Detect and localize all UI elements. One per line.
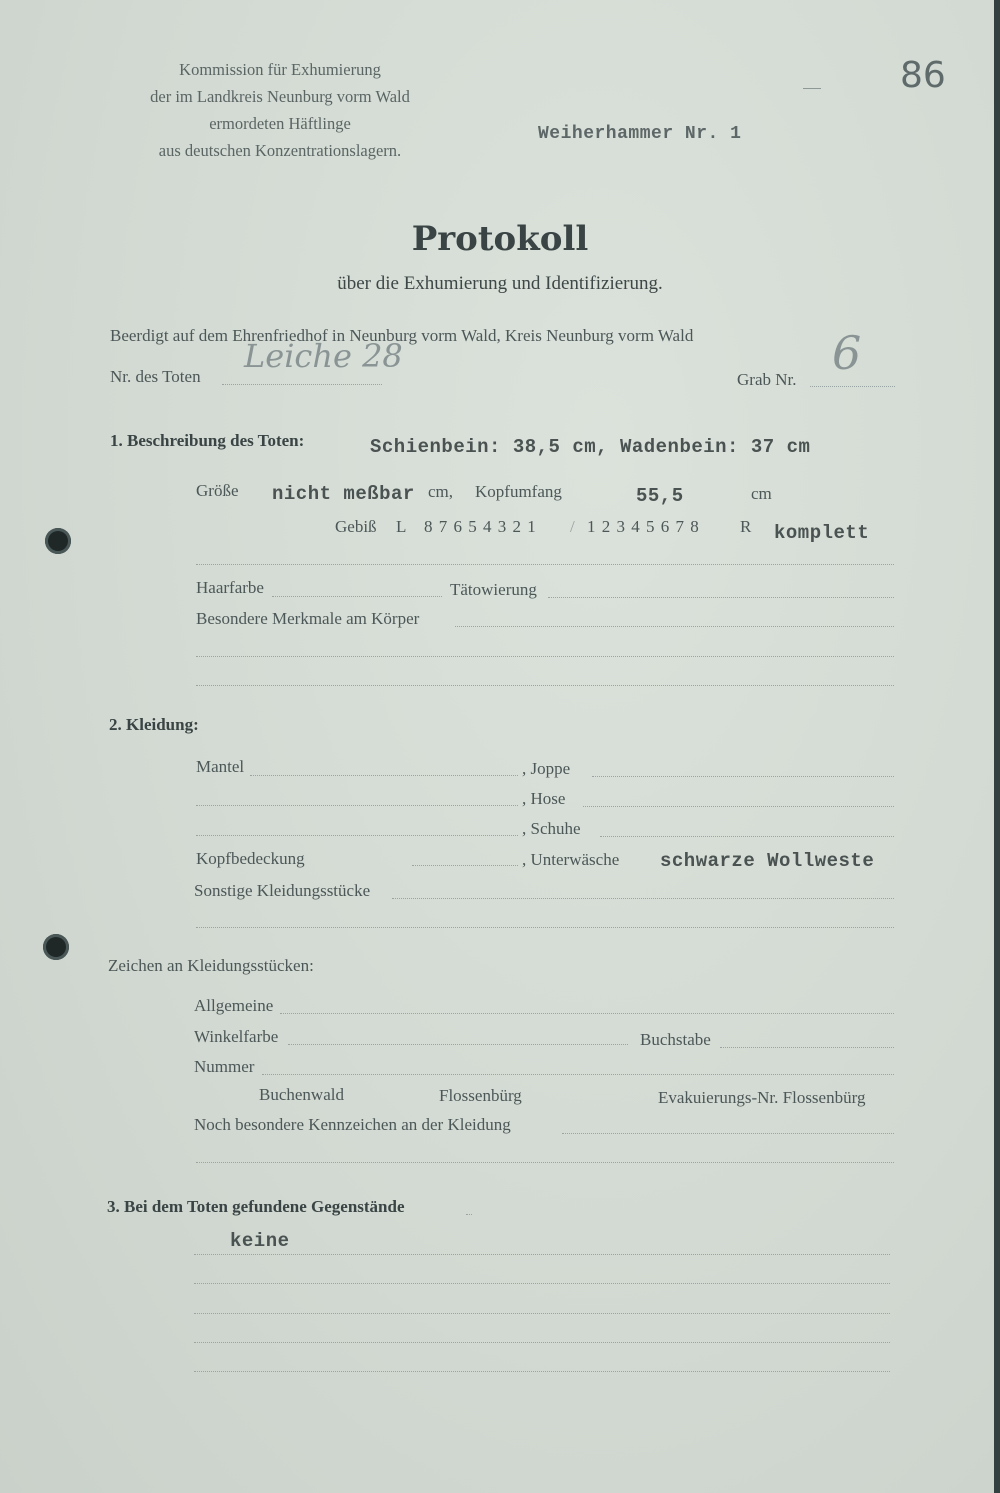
buchenwald-label: Buchenwald [259, 1085, 344, 1104]
tattoo-line [548, 597, 894, 598]
commission-line-1: Kommission für Exhumierung [179, 60, 381, 79]
number-label: Nummer [194, 1057, 255, 1076]
commission-line-3: ermordeten Häftlinge [209, 114, 351, 133]
found-objects-line-1 [194, 1254, 890, 1255]
burial-label: Beerdigt auf dem Ehrenfriedhof in Neunburg vorm Wald, Kreis Neunburg vorm Wald [110, 326, 694, 345]
section3-heading-line [466, 1214, 472, 1215]
underwear-label: , Unterwäsche [522, 850, 620, 869]
special-marks-label: Noch besondere Kennzeichen an der Kleidung [194, 1115, 511, 1134]
grave-number-line [810, 386, 895, 387]
found-objects-value: keine [230, 1230, 290, 1252]
teeth-left-numbers: 8 7 6 5 4 3 2 1 [424, 517, 537, 536]
clothing-marks-heading: Zeichen an Kleidungsstücken: [108, 956, 314, 975]
letter-line [720, 1047, 894, 1048]
general-line [280, 1013, 894, 1014]
page-number: 86 [900, 55, 946, 96]
triangle-color-line [288, 1044, 628, 1045]
page-title: Protokoll [411, 219, 589, 259]
other-clothing-line-2 [196, 927, 894, 928]
typed-bone-measurements: Schienbein: 38,5 cm, Wadenbein: 37 cm [370, 436, 811, 458]
general-label: Allgemeine [194, 996, 274, 1015]
evacuation-number-label: Evakuierungs-Nr. Flossenbürg [658, 1088, 866, 1107]
letter-label: Buchstabe [640, 1030, 711, 1049]
found-objects-line-5 [194, 1371, 890, 1372]
head-circumference-unit: cm [751, 484, 772, 503]
section1-line-1 [196, 564, 894, 565]
clothing-line-2 [196, 805, 518, 806]
shoes-line [600, 836, 894, 837]
trousers-line [583, 806, 894, 807]
punch-hole-top [45, 528, 71, 554]
body-marks-line [455, 626, 894, 627]
section2-heading: 2. Kleidung: [109, 715, 199, 734]
teeth-right-numbers: 1 2 3 4 5 6 7 8 [587, 517, 700, 536]
found-objects-line-4 [194, 1342, 890, 1343]
body-marks-line-3 [196, 685, 894, 686]
teeth-label: Gebiß [335, 517, 377, 536]
triangle-color-label: Winkelfarbe [194, 1027, 279, 1046]
size-label: Größe [196, 481, 239, 500]
grave-number-label: Grab Nr. [737, 370, 797, 389]
size-unit: cm, [428, 482, 454, 501]
page-subtitle: über die Exhumierung und Identifizierung. [337, 273, 663, 294]
trousers-label: , Hose [522, 789, 566, 808]
special-marks-line-2 [196, 1162, 894, 1163]
found-objects-line-2 [194, 1283, 890, 1284]
coat-label: Mantel [196, 757, 245, 776]
headwear-label: Kopfbedeckung [196, 849, 305, 868]
head-circumference-value: 55,5 [636, 485, 684, 507]
teeth-right-marker: R [740, 517, 752, 536]
other-clothing-label: Sonstige Kleidungsstücke [194, 881, 371, 900]
commission-line-4: aus deutschen Konzentrationslagern. [158, 141, 402, 160]
dead-number-label: Nr. des Toten [110, 367, 201, 386]
dead-number-line [222, 384, 382, 385]
hair-color-label: Haarfarbe [196, 578, 264, 597]
tattoo-label: Tätowierung [450, 580, 537, 599]
clothing-line-3 [196, 835, 518, 836]
page-edge [994, 0, 1000, 1493]
commission-line-2: der im Landkreis Neunburg vorm Wald [150, 87, 410, 106]
underwear-value: schwarze Wollweste [660, 850, 875, 872]
jacket-label: , Joppe [522, 759, 571, 778]
jacket-line [592, 776, 894, 777]
teeth-separator: / [570, 517, 575, 536]
section3-heading: 3. Bei dem Toten gefundene Gegenstände [107, 1197, 405, 1216]
grave-number-handwriting: 6 [832, 326, 862, 380]
body-marks-label: Besondere Merkmale am Körper [196, 609, 420, 628]
size-value: nicht meßbar [272, 483, 415, 505]
head-circumference-label: Kopfumfang [475, 482, 562, 501]
teeth-value: komplett [774, 522, 870, 544]
typed-location: Weiherhammer Nr. 1 [538, 124, 742, 144]
headwear-line [412, 865, 518, 866]
shoes-label: , Schuhe [522, 819, 581, 838]
hair-color-line [272, 596, 442, 597]
special-marks-line [562, 1133, 894, 1134]
dead-number-handwriting: Leiche 28 [244, 337, 403, 375]
found-objects-line-3 [194, 1313, 890, 1314]
header-dash [803, 88, 821, 89]
teeth-left-marker: L [396, 517, 407, 536]
other-clothing-line [392, 898, 894, 899]
flossenburg-label: Flossenbürg [439, 1086, 522, 1105]
coat-line [250, 775, 518, 776]
number-line [262, 1074, 894, 1075]
punch-hole-bottom [43, 934, 69, 960]
section1-heading: 1. Beschreibung des Toten: [110, 431, 305, 450]
body-marks-line-2 [196, 656, 894, 657]
